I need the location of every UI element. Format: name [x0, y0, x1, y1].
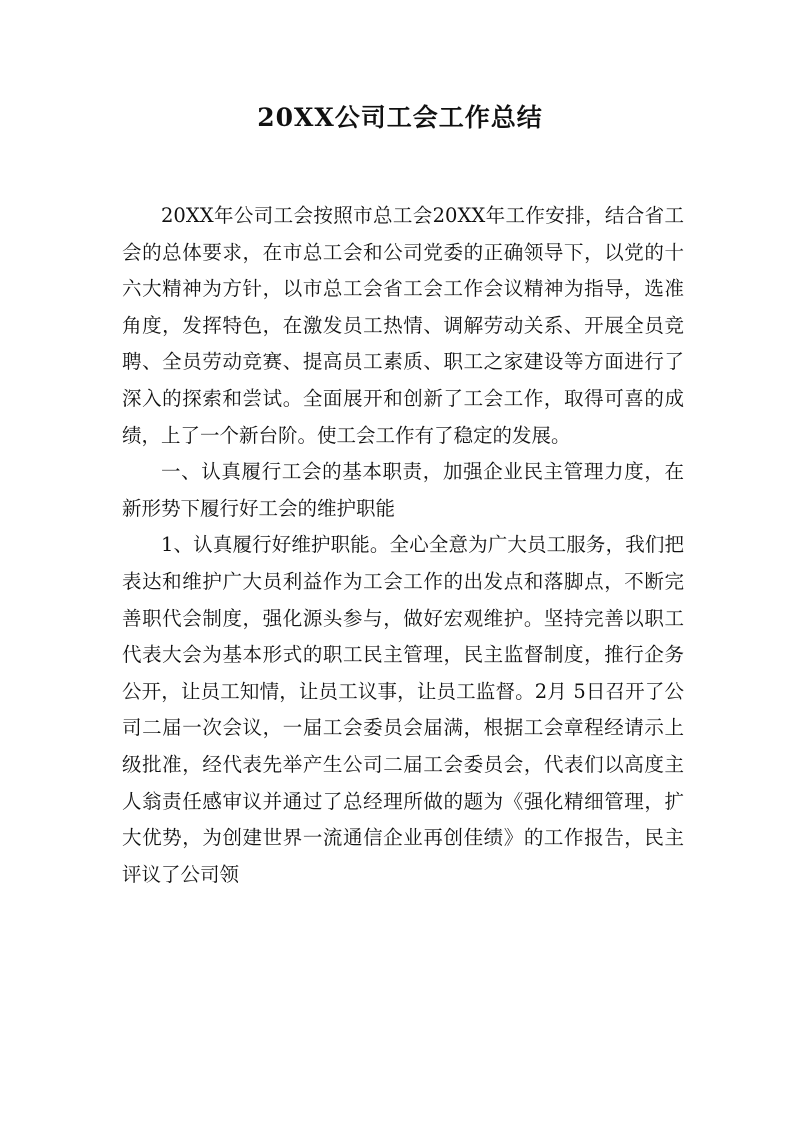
- document-title: 20XX公司工会工作总结: [257, 103, 543, 132]
- paragraph-item-1: 1、认真履行好维护职能。全心全意为广大员工服务，我们把表达和维护广大员利益作为工会工作的出发点和落脚点，不断完善职代会制度，强化源头参与，做好宏观维护。坚持完善以职工代表大会为基本形式的职工民主管理，民主监督制度，推行企务公开，让员工知情，让员工议事，让员工监督。2月 5日召开了公司二届一次会议，一届工会委员会届满，根据工会章程经请示上级批准，经代表先举产生公司二届工会委员会，代表们以高度主人翁责任感审议并通过了总经理所做的题为《强化精细管理，扩大优势，为创建世界一流通信企业再创佳绩》的工作报告，民主评议了公司领: [122, 533, 684, 886]
- paragraph-intro: 20XX年公司工会按照市总工会20XX年工作安排，结合省工会的总体要求，在市总工会和公司党委的正确领导下，以党的十六大精神为方针，以市总工会省工会工作会议精神为指导，选准角度，发挥特色，在激发员工热情、调解劳动关系、开展全员竞聘、全员劳动竞赛、提高员工素质、职工之家建设等方面进行了深入的探索和尝试。全面展开和创新了工会工作，取得可喜的成绩，上了一个新台阶。使工会工作有了稳定的发展。: [122, 204, 684, 447]
- section-heading-1: 一、认真履行工会的基本职责，加强企业民主管理力度，在新形势下履行好工会的维护职能: [122, 460, 684, 520]
- document-body: [122, 198, 684, 893]
